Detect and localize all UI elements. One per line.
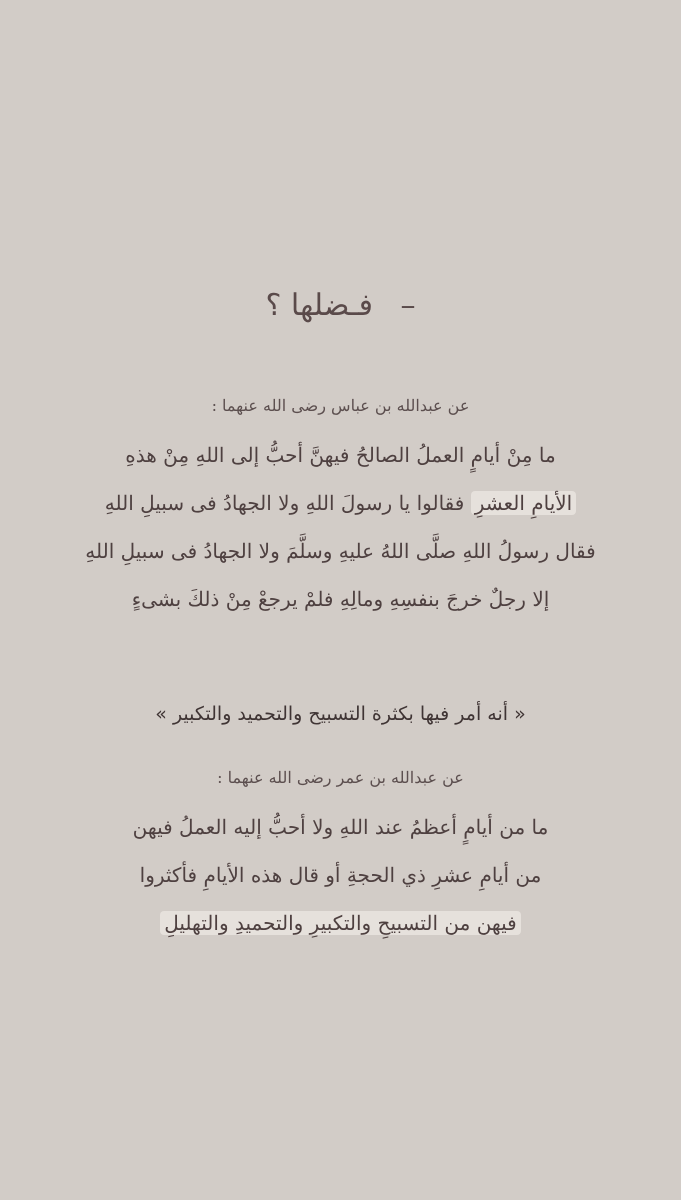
hadith-1-line-rest: فقالوا يا رسولَ اللهِ ولا الجهادُ فى سبيلِ اللهِ [104,491,465,515]
hadith-2-line: من أيامِ عشرِ ذي الحجةِ أو قال هذه الأيامِ فأكثروا [139,863,542,887]
hadith-2-line: ما من أيامٍ أعظمُ عند اللهِ ولا أحبُّ إليه العملُ فيهن [132,815,549,839]
hadith-1-line: إلا رجلٌ خرجَ بنفسِهِ ومالِهِ فلمْ يرجعْ مِنْ ذلكَ بشىءٍ [131,587,550,611]
highlighted-line: فيهن من التسبيحِ والتكبيرِ والتحميدِ والتهليلِ [160,911,520,935]
hadith-2-line [40,899,641,947]
hadith-1-line: فقال رسولُ اللهِ صلَّى اللهُ عليهِ وسلَّمَ ولا الجهادُ فى سبيلِ اللهِ [85,539,596,563]
heading-dash: – [400,288,416,323]
hadith-ibn-umar [40,768,641,947]
hadith-1-narrator: عن عبدالله بن عباس رضى الله عنهما : [211,396,470,415]
hadith-1-line: ما مِنْ أيامٍ العملُ الصالحُ فيهنَّ أحبُّ إلى اللهِ مِنْ هذهِ [125,443,556,467]
dhikr-note: « أنه أمر فيها بكثرة التسبيح والتحميد والتكبير » [155,703,526,725]
hadith-1-line [40,479,641,527]
page-heading [0,288,681,323]
heading-title: فـضلها ؟ [265,288,373,323]
highlighted-phrase: الأيامِ العشرِ [471,491,577,515]
hadith-ibn-abbas [40,396,641,623]
hadith-2-narrator: عن عبدالله بن عمر رضى الله عنهما : [217,768,464,787]
